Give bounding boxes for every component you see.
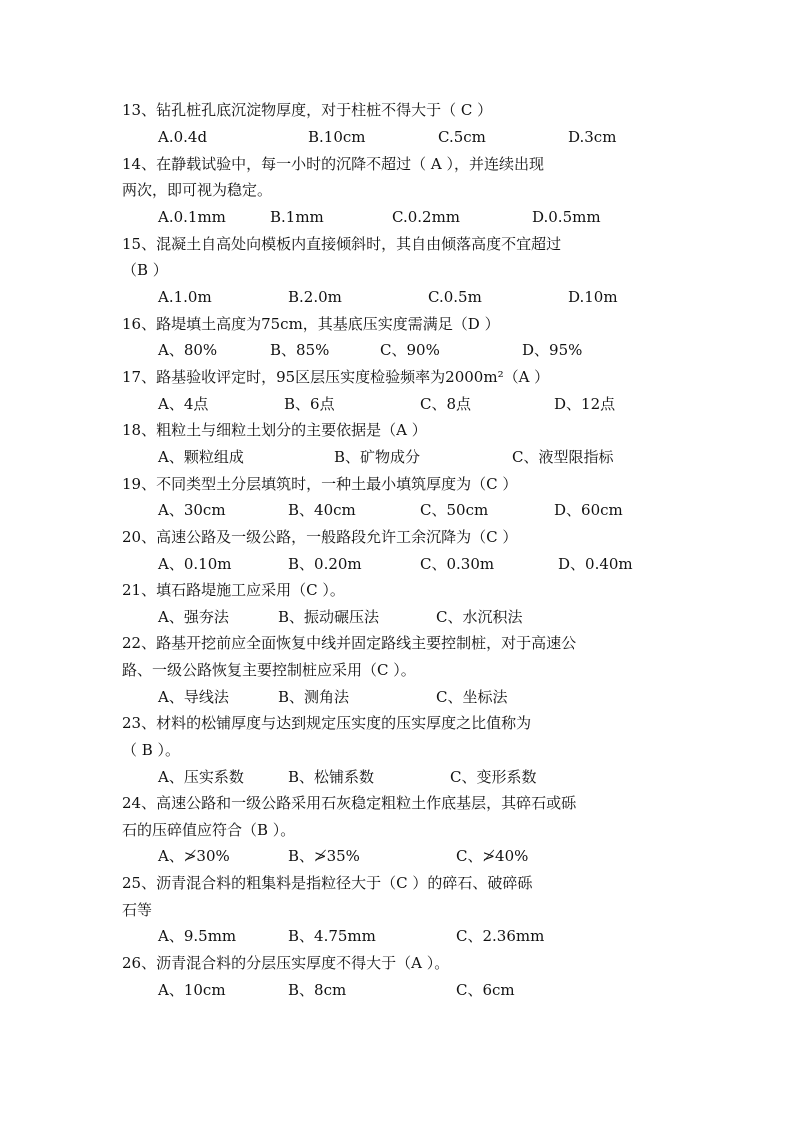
option-a: A、10cm	[158, 981, 226, 999]
option-c: C、水沉积法	[436, 608, 523, 626]
question-22-options	[158, 686, 698, 708]
option-a: A.0.1mm	[158, 208, 226, 226]
option-b: B.1mm	[270, 208, 324, 226]
question-19-options	[158, 499, 698, 521]
question-24-continuation: 石的压碎值应符合（B ）。	[122, 821, 296, 839]
option-a: A、压实系数	[158, 768, 244, 786]
option-d: D、0.40m	[558, 555, 633, 573]
question-23-options	[158, 766, 698, 788]
option-b: B、6点	[284, 395, 335, 413]
question-14-text: 14、在静载试验中，每一小时的沉降不超过（ A ），并连续出现	[122, 155, 544, 173]
option-a: A.0.4d	[158, 128, 208, 146]
question-18-options	[158, 446, 698, 468]
option-c: C、8点	[420, 395, 472, 413]
question-14-continuation: 两次，即可视为稳定。	[122, 181, 273, 199]
question-25-options	[158, 925, 698, 947]
option-c: C、变形系数	[450, 768, 537, 786]
option-b: B.10cm	[308, 128, 366, 146]
option-c: C.5cm	[438, 128, 486, 146]
question-16-options	[158, 339, 698, 361]
option-b: B、≯35%	[288, 847, 360, 865]
option-c: C、0.30m	[420, 555, 495, 573]
option-a: A、9.5mm	[158, 927, 237, 945]
question-21-text: 21、填石路堤施工应采用（C ）。	[122, 581, 345, 599]
option-b: B、振动碾压法	[278, 608, 380, 626]
question-23-continuation: （ B ）。	[122, 741, 181, 759]
option-a: A、颗粒组成	[158, 448, 244, 466]
option-c: C、坐标法	[436, 688, 508, 706]
question-15-options	[158, 286, 698, 308]
option-d: D、95%	[522, 341, 583, 359]
question-24-options	[158, 845, 698, 867]
option-d: D.10m	[568, 288, 618, 306]
option-d: D.3cm	[568, 128, 617, 146]
option-a: A、30cm	[158, 501, 226, 519]
question-24-text: 24、高速公路和一级公路采用石灰稳定粗粒土作底基层，其碎石或砾	[122, 794, 577, 812]
question-20-text: 20、高速公路及一级公路，一般路段允许工余沉降为（C ）	[122, 528, 518, 546]
option-a: A、80%	[158, 341, 218, 359]
question-15-continuation: （B ）	[122, 261, 168, 279]
option-a: A.1.0m	[158, 288, 212, 306]
option-b: B、40cm	[288, 501, 356, 519]
question-23-text: 23、材料的松铺厚度与达到规定压实度的压实厚度之比值称为	[122, 714, 532, 732]
option-c: C.0.5m	[428, 288, 482, 306]
option-d: D.0.5mm	[532, 208, 601, 226]
option-a: A、≯30%	[158, 847, 230, 865]
option-b: B、4.75mm	[288, 927, 376, 945]
question-21-options	[158, 606, 698, 628]
option-c: C、6cm	[456, 981, 515, 999]
question-25-text: 25、沥青混合料的粗集料是指粒径大于（C ）的碎石、破碎砾	[122, 874, 533, 892]
option-c: C、2.36mm	[456, 927, 545, 945]
question-26-text: 26、沥青混合料的分层压实厚度不得大于（A ）。	[122, 954, 450, 972]
option-d: D、60cm	[554, 501, 623, 519]
option-a: A、导线法	[158, 688, 229, 706]
option-c: C.0.2mm	[392, 208, 461, 226]
question-26-options	[158, 979, 698, 1001]
option-c: C、≯40%	[456, 847, 529, 865]
question-15-text: 15、混凝土自高处向模板内直接倾斜时，其自由倾落高度不宜超过	[122, 235, 562, 253]
option-a: A、强夯法	[158, 608, 229, 626]
option-d: D、12点	[554, 395, 616, 413]
question-13-text: 13、钻孔桩孔底沉淀物厚度，对于柱桩不得大于（ C ）	[122, 101, 493, 119]
question-17-text: 17、路基验收评定时，95区层压实度检验频率为2000m²（A ）	[122, 368, 550, 386]
option-a: A、0.10m	[158, 555, 232, 573]
question-13-options	[158, 126, 698, 148]
option-c: C、50cm	[420, 501, 489, 519]
option-b: B、矿物成分	[334, 448, 421, 466]
option-b: B、0.20m	[288, 555, 362, 573]
option-b: B、松铺系数	[288, 768, 375, 786]
question-20-options	[158, 553, 698, 575]
option-c: C、90%	[380, 341, 440, 359]
option-b: B.2.0m	[288, 288, 342, 306]
question-14-options	[158, 206, 698, 228]
question-22-continuation: 路、一级公路恢复主要控制桩应采用（C ）。	[122, 661, 416, 679]
question-16-text: 16、路堤填土高度为75cm，其基底压实度需满足（D ）	[122, 315, 500, 333]
option-b: B、8cm	[288, 981, 347, 999]
question-17-options	[158, 393, 698, 415]
question-22-text: 22、路基开挖前应全面恢复中线并固定路线主要控制桩，对于高速公	[122, 634, 577, 652]
option-b: B、85%	[270, 341, 330, 359]
option-a: A、4点	[158, 395, 209, 413]
option-c: C、液型限指标	[512, 448, 614, 466]
option-b: B、测角法	[278, 688, 350, 706]
question-19-text: 19、不同类型土分层填筑时，一种土最小填筑厚度为（C ）	[122, 475, 518, 493]
question-18-text: 18、粗粒土与细粒土划分的主要依据是（A ）	[122, 421, 427, 439]
question-25-continuation: 石等	[122, 901, 153, 919]
